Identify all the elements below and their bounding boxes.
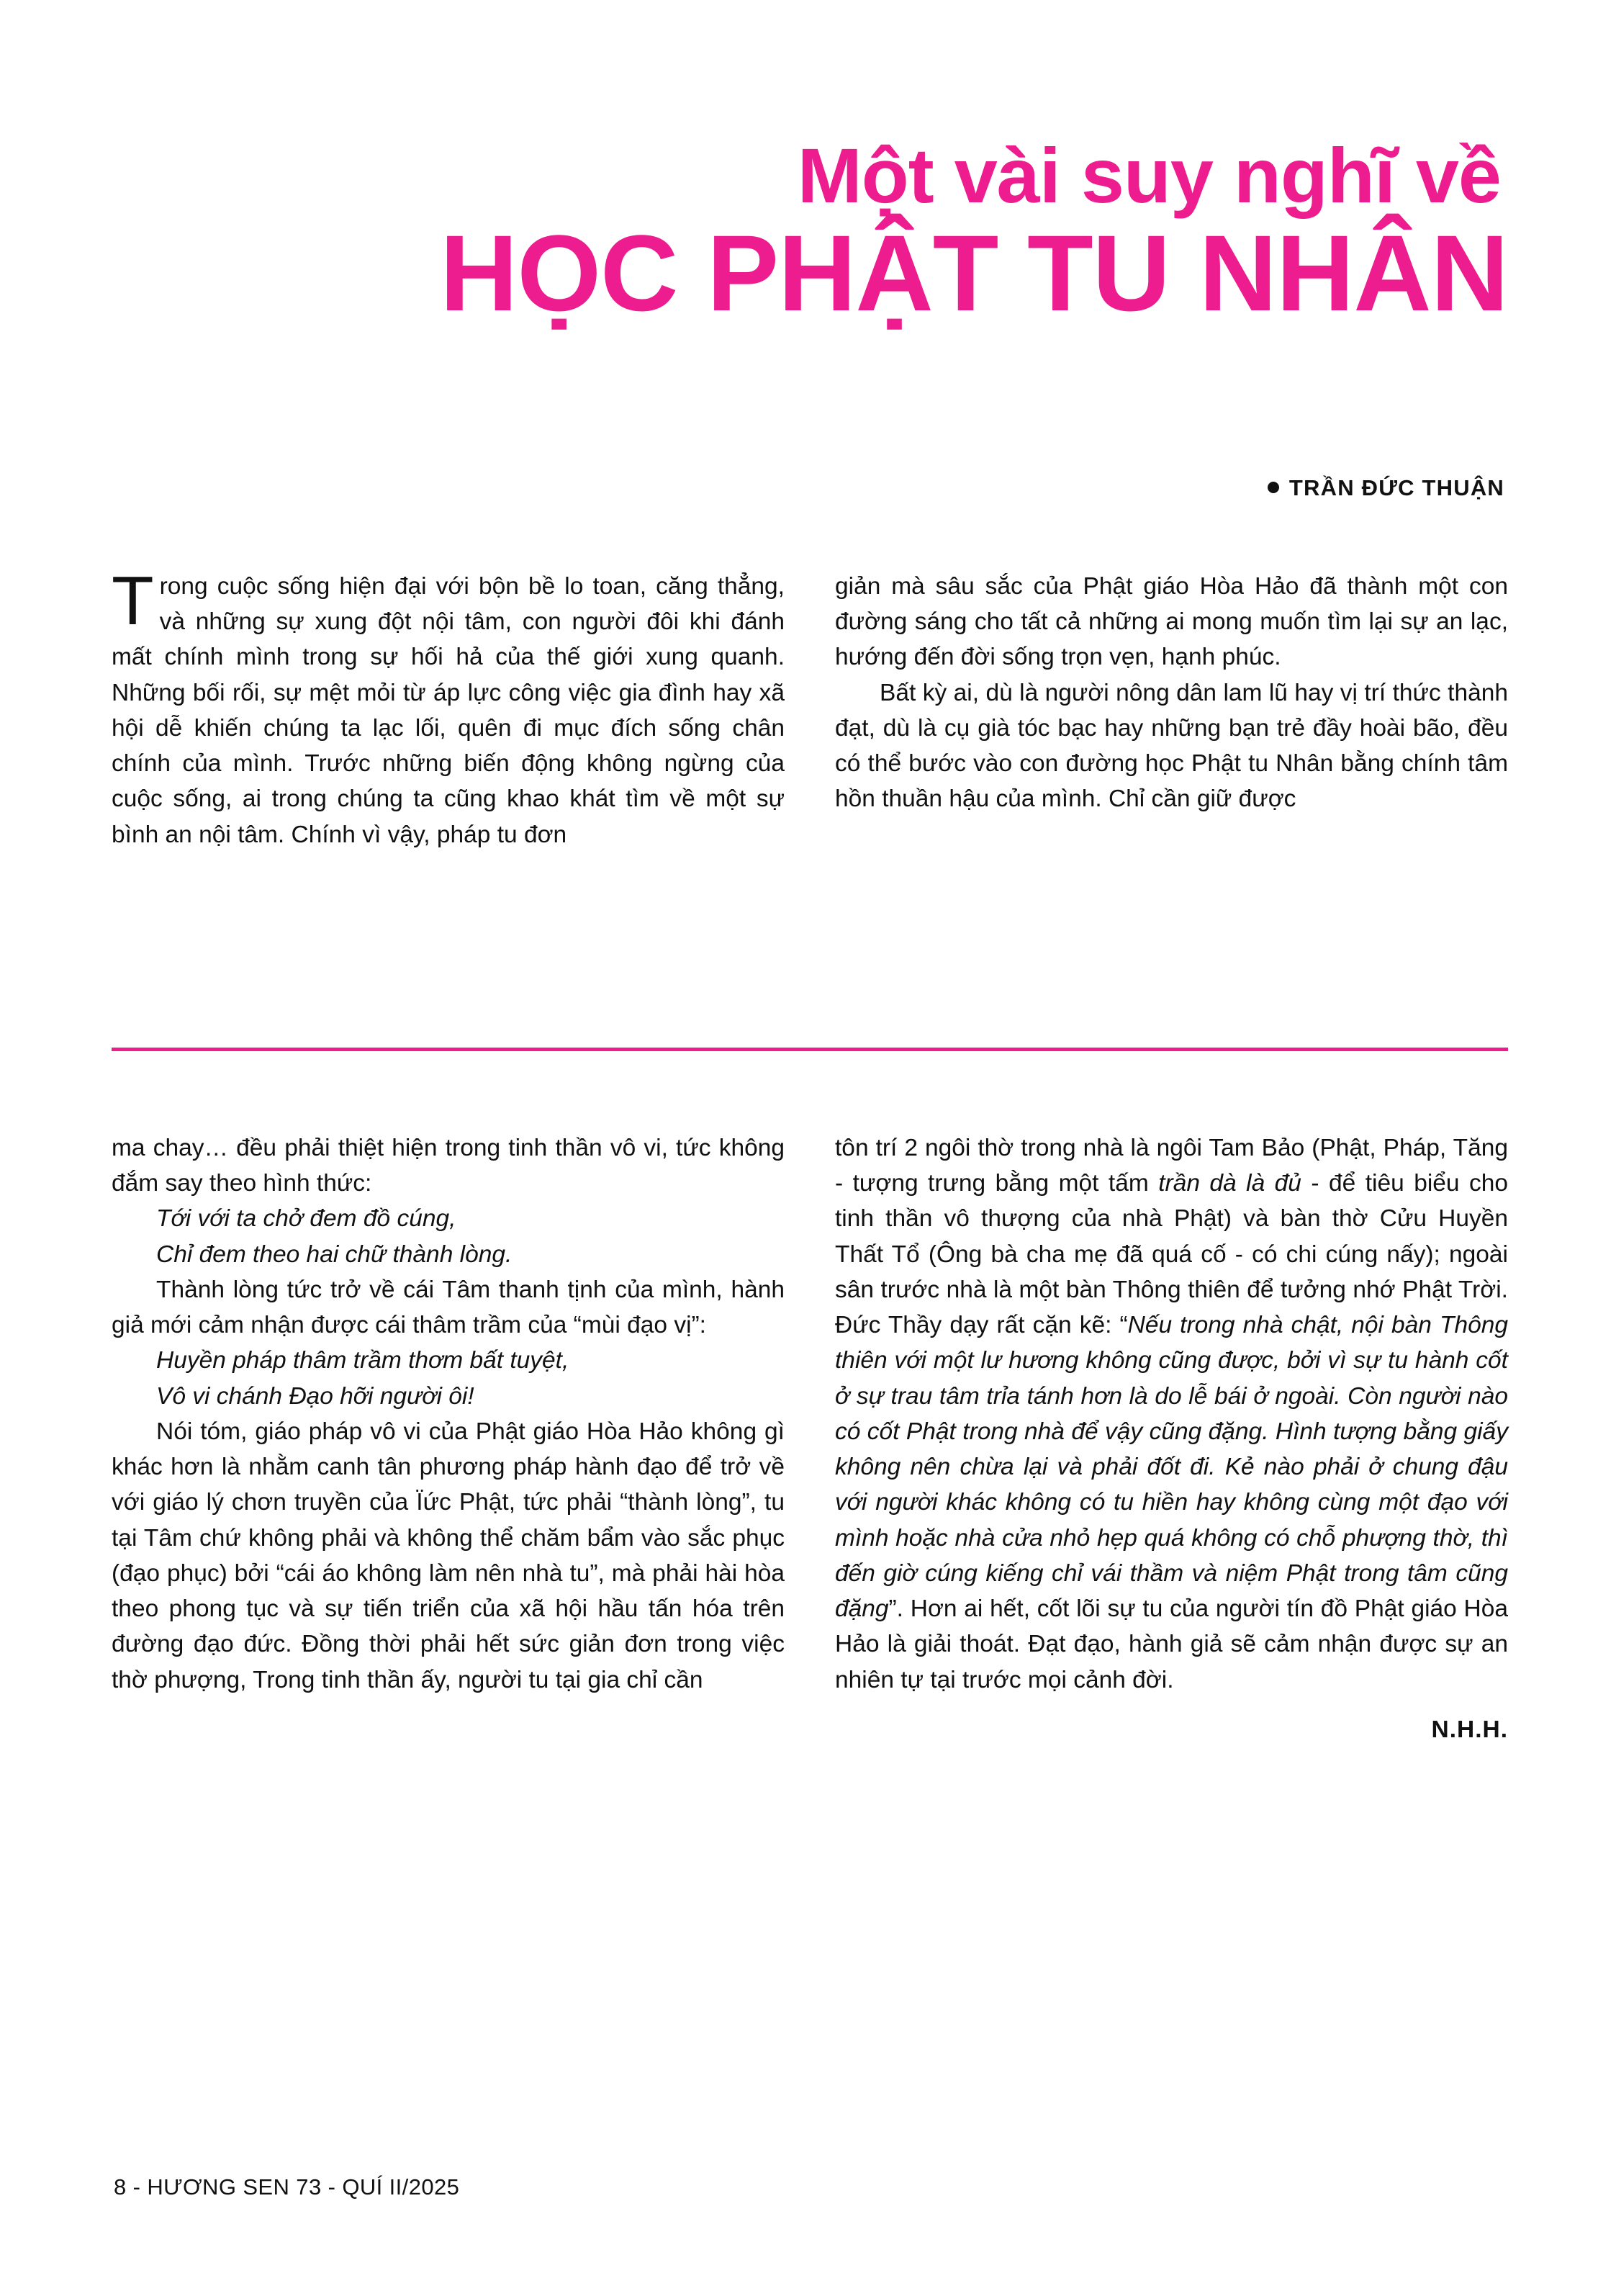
verse-line-2a: Huyền pháp thâm trầm thơm bất tuyệt,: [156, 1347, 569, 1374]
article-title-block: [108, 132, 1508, 333]
bottom-right-paragraph-1: [835, 1130, 1508, 1698]
bottom-left-column: [112, 1130, 785, 1744]
intro-paragraph: [112, 562, 785, 852]
section-divider: [112, 1048, 1508, 1051]
br-text-part2: - để tiêu biểu cho tinh thần vô thượng của nhà Phật) và bàn thờ Cửu Huyền Thất Tổ (Ông bà cha mẹ đã quá cố - có chi cúng nấy); ngoài sân trước nhà là một bàn Thông thiên để tưởng nhớ Phật Trời. Đức Thầy dạy rất cặn kẽ: “: [835, 1170, 1509, 1339]
drop-cap: T: [112, 562, 154, 639]
top-right-paragraph-1: giản mà sâu sắc của Phật giáo Hòa Hảo đã thành một con đường sáng cho tất cả những ai mong muốn tìm lại sự an lạc, hướng đến đời sống trọn vẹn, hạnh phúc.: [835, 573, 1508, 671]
page-footer: 8 - HƯƠNG SEN 73 - QUÍ II/2025: [114, 2174, 460, 2200]
verse-line-1a: Tới với ta chở đem đồ cúng,: [156, 1205, 456, 1233]
top-left-column: [112, 562, 785, 852]
bullet-icon: [1268, 482, 1279, 493]
top-section-columns: [112, 562, 1508, 852]
top-right-column: [835, 569, 1508, 852]
top-right-paragraph-2: Bất kỳ ai, dù là người nông dân lam lũ hay vị trí thức thành đạt, dù là cụ già tóc bạc hay những bạn trẻ đầy hoài bão, đều có thể bước vào con đường học Phật tu Nhân bằng chính tâm hồn thuần hậu của mình. Chỉ cần giữ được: [835, 679, 1508, 813]
title-line-1: Một vài suy nghĩ về: [797, 132, 1501, 219]
article-byline: [1268, 475, 1504, 501]
br-quote-italic: Nếu trong nhà chật, nội bàn Thông thiên với một lư hương không cũng được, bởi vì sự tu hành cốt ở sự trau tâm trỉa tánh hơn là do lễ bái ở ngoài. Còn người nào có cốt Phật trong nhà để vậy cũng đặng. Hình tượng bằng giấy không nên chừa lại và phải đốt đi. Kẻ nào phải ở chung đậu với người khác không có tu hiền hay không cùng một đạo với mình hoặc nhà cửa nhỏ hẹp quá không có chỗ phượng thờ, thì đến giờ cúng kiếng chỉ vái thầm và niệm Phật trong tâm cũng đặng: [835, 1312, 1508, 1623]
intro-paragraph-text: rong cuộc sống hiện đại với bộn bề lo toan, căng thẳng, và những sự xung đột nội tâm, con người đôi khi đánh mất chính mình trong sự hối hả của thế giới xung quanh. Những bối rối, sự mệt mỏi từ áp lực công việc gia đình hay xã hội dễ khiến chúng ta lạc lối, quên đi mục đích sống chân chính của mình. Trước những biến động không ngừng của cuộc sống, ai trong chúng ta cũng khao khát tìm về một sự bình an nội tâm. Chính vì vậy, pháp tu đơn: [112, 573, 785, 848]
bottom-section-columns: [112, 1130, 1508, 1744]
verse-line-2b: Vô vi chánh Đạo hỡi người ôi!: [156, 1382, 474, 1410]
bottom-left-paragraph-1: ma chay… đều phải thiệt hiện trong tinh thần vô vi, tức không đắm say theo hình thức:: [112, 1135, 785, 1197]
article-signature: N.H.H.: [1431, 1716, 1508, 1743]
bottom-left-paragraph-3: Nói tóm, giáo pháp vô vi của Phật giáo Hòa Hảo không gì khác hơn là nhằm canh tân phương pháp hành đạo để trở về với giáo lý chơn truyền của Ïức Phật, tức phải “thành lòng”, tu tại Tâm chứ không phải và không thể chăm bẩm vào sắc phục (đạo phục) bởi “cái áo không làm nên nhà tu”, mà phải hài hòa theo phong tục và sự tiến triển của xã hội hầu tấn hóa trên đường đạo đức. Đồng thời phải hết sức giản đơn trong việc thờ phượng, Trong tinh thần ấy, người tu tại gia chỉ cần: [112, 1418, 785, 1693]
verse-line-1b: Chỉ đem theo hai chữ thành lòng.: [156, 1241, 513, 1268]
title-line-2: HỌC PHẬT TU NHÂN: [440, 212, 1508, 333]
bottom-left-paragraph-2: Thành lòng tức trở về cái Tâm thanh tịnh của mình, hành giả mới cảm nhận được cái thâm trầm của “mùi đạo vị”:: [112, 1276, 785, 1339]
br-text-part1: tôn trí 2 ngôi thờ trong nhà là ngôi Tam Bảo (Phật, Pháp, Tăng - tượng trưng bằng một tấm: [835, 1135, 1508, 1197]
author-name: TRẦN ĐỨC THUẬN: [1288, 475, 1504, 500]
bottom-right-column: [835, 1130, 1508, 1744]
br-italic-1: trần dà là đủ: [1158, 1170, 1301, 1197]
br-text-part3: ”. Hơn ai hết, cốt lõi sự tu của người tín đồ Phật giáo Hòa Hảo là giải thoát. Đạt đạo, hành giả sẽ cảm nhận được sự an nhiên tự tại trước mọi cảnh đời.: [835, 1595, 1508, 1693]
